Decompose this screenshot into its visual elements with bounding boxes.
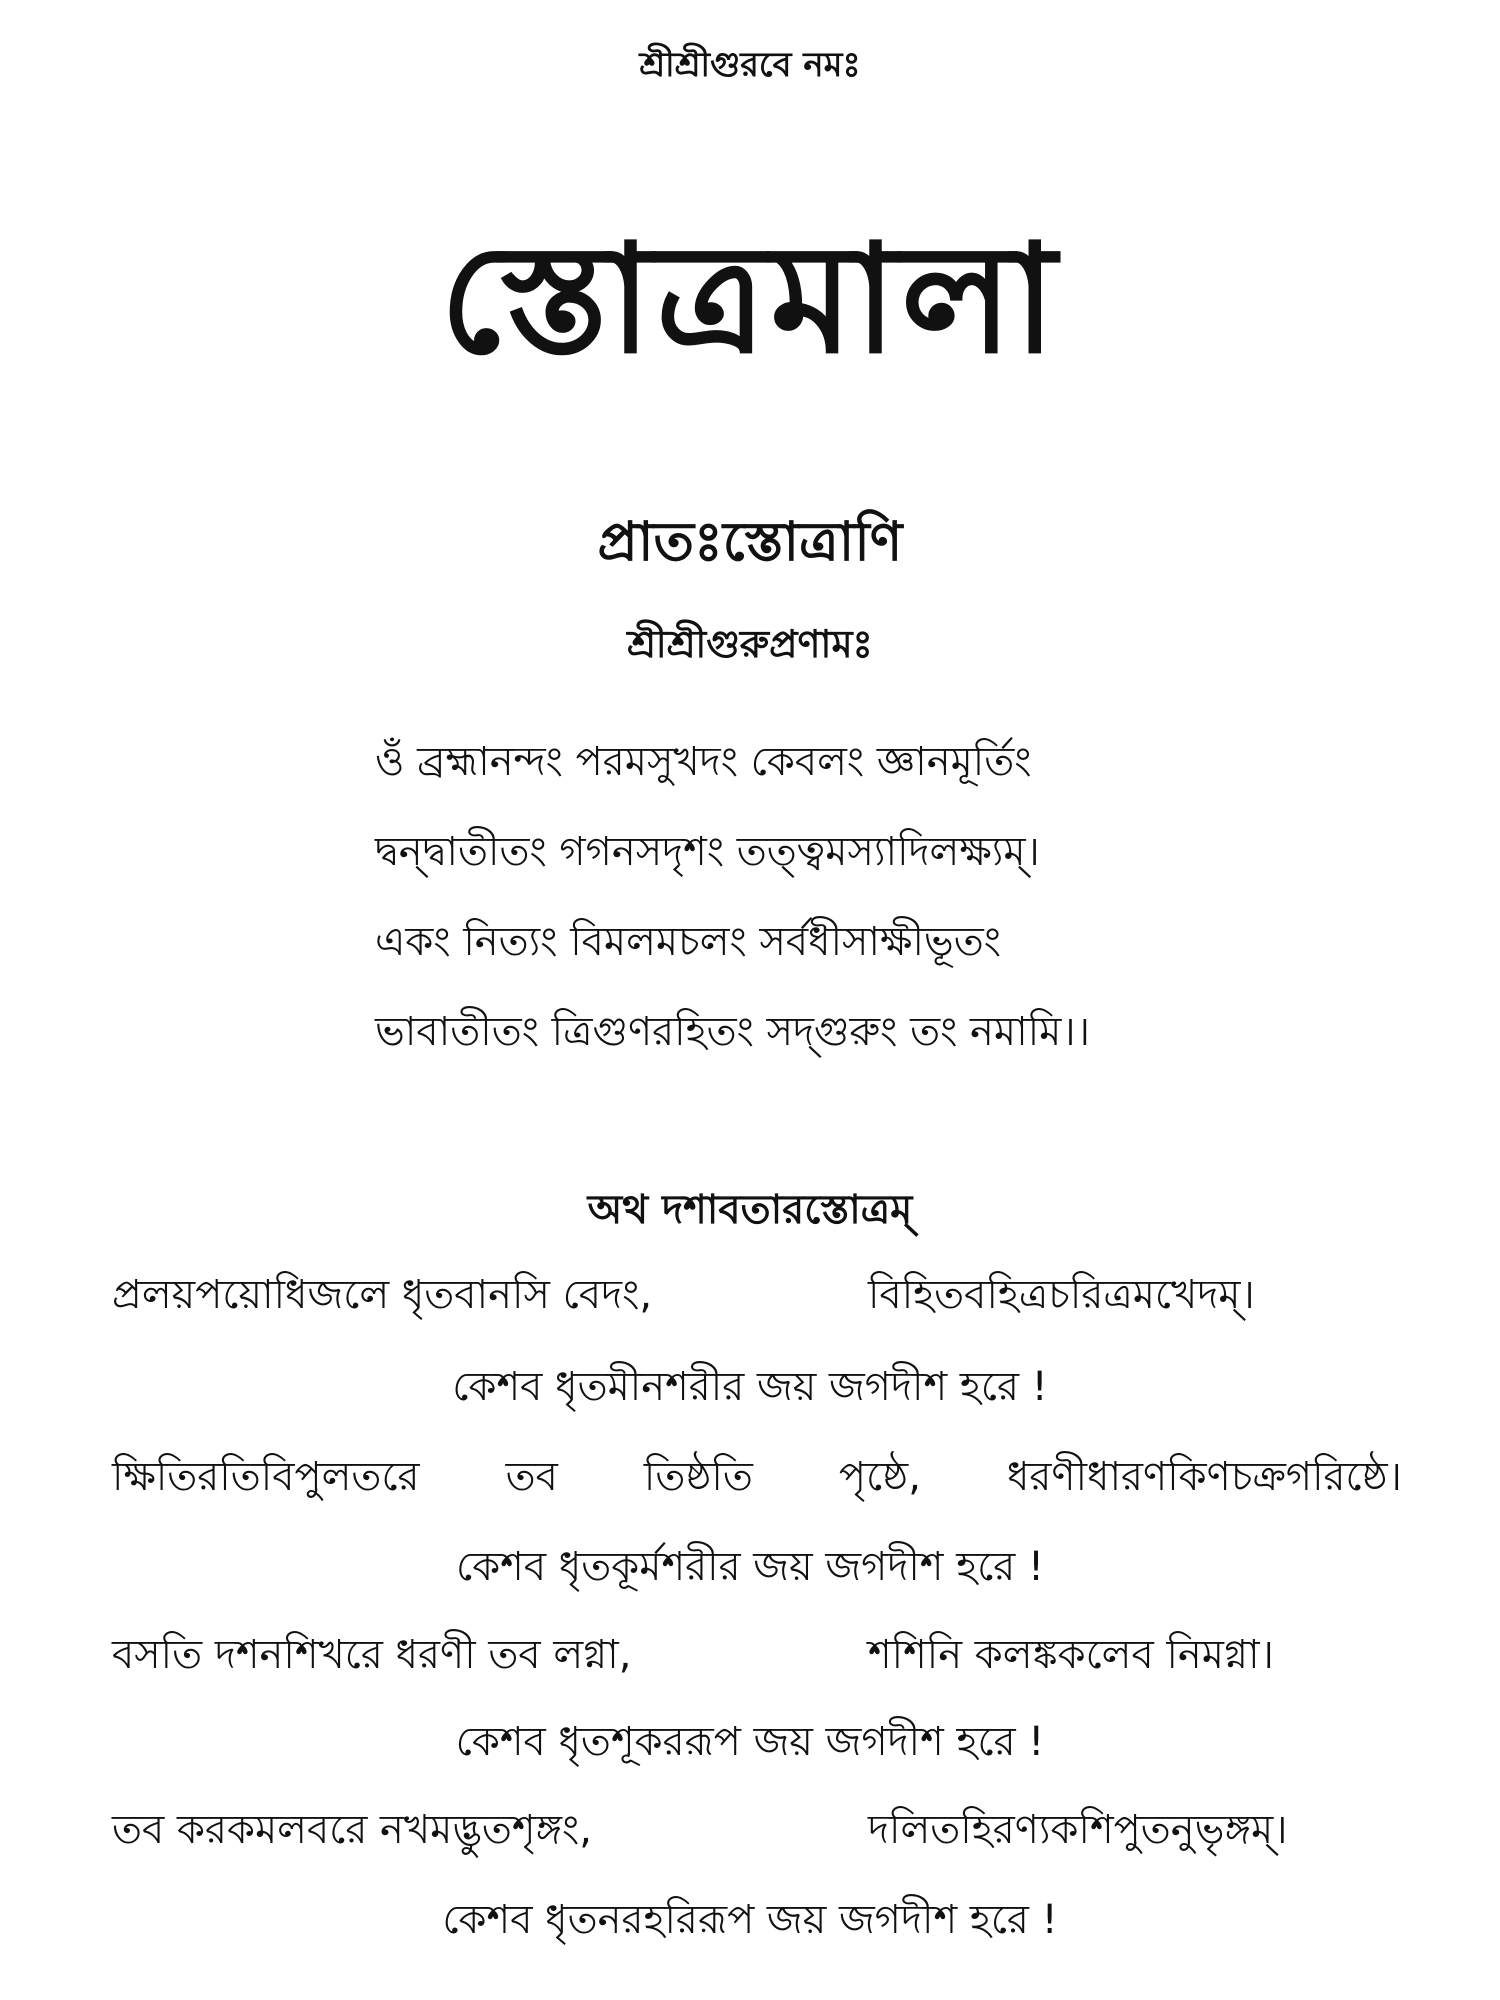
section-title: প্রাতঃস্তোত্রাণি: [597, 510, 903, 573]
stanza-2-line: ক্ষিতিরতিবিপুলতরে তব তিষ্ঠতি পৃষ্ঠে, ধরণীধারণকিণচক্রগরিষ্ঠে।: [112, 1454, 1402, 1500]
header-invocation: শ্রীশ্রীগুরবে নমঃ: [639, 45, 861, 85]
stanza-2-refrain: কেশব ধৃতকূর্মশরীর জয় জগদীশ হরে !: [455, 1544, 1045, 1590]
stanza-1-line-right: বিহিতবহিত্রচরিত্রমখেদম্।: [868, 1272, 1255, 1318]
stanza-4-refrain: কেশব ধৃতনরহরিরূপ জয় জগদীশ হরে !: [442, 1897, 1058, 1943]
guru-verse-line-3: একং নিত্যং বিমলমচলং সর্বধীসাক্ষীভূতং: [375, 919, 1001, 965]
guru-verse-line-1: ওঁ ব্রহ্মানন্দং পরমসুখদং কেবলং জ্ঞানমূর্তিং: [375, 739, 1032, 785]
stanza-1-line-left: প্রলয়পয়োধিজলে ধৃতবানসি বেদং,: [112, 1272, 653, 1318]
stanza-4-line-left: তব করকমলবরে নখমদ্ভুতশৃঙ্গং,: [112, 1807, 592, 1853]
book-title: স্তোত্রমালা: [439, 213, 1061, 387]
dashavatara-title: অথ দশাবতারস্তোত্রম্: [587, 1187, 913, 1233]
stanza-4-line-right: দলিতহিরণ্যকশিপুতনুভৃঙ্গম্।: [868, 1807, 1288, 1853]
stanza-3-line-left: বসতি দশনশিখরে ধরণী তব লগ্না,: [112, 1632, 632, 1678]
stanza-3-refrain: কেশব ধৃতশূকররূপ জয় জগদীশ হরে !: [455, 1719, 1045, 1765]
guru-verse-line-2: দ্বন্দ্বাতীতং গগনসদৃশং তত্ত্বমস্যাদিলক্ষ্যম্।: [375, 829, 1040, 875]
guru-verse-line-4: ভাবাতীতং ত্রিগুণরহিতং সদ্গুরুং তং নমামি।।: [375, 1009, 1090, 1055]
stanza-3-line-right: শশিনি কলঙ্ককলেব নিমগ্না।: [868, 1632, 1274, 1678]
stanza-1-refrain: কেশব ধৃতমীনশরীর জয় জগদীশ হরে !: [452, 1364, 1048, 1410]
subsection-title: শ্রীশ্রীগুরুপ্রণামঃ: [627, 622, 873, 666]
